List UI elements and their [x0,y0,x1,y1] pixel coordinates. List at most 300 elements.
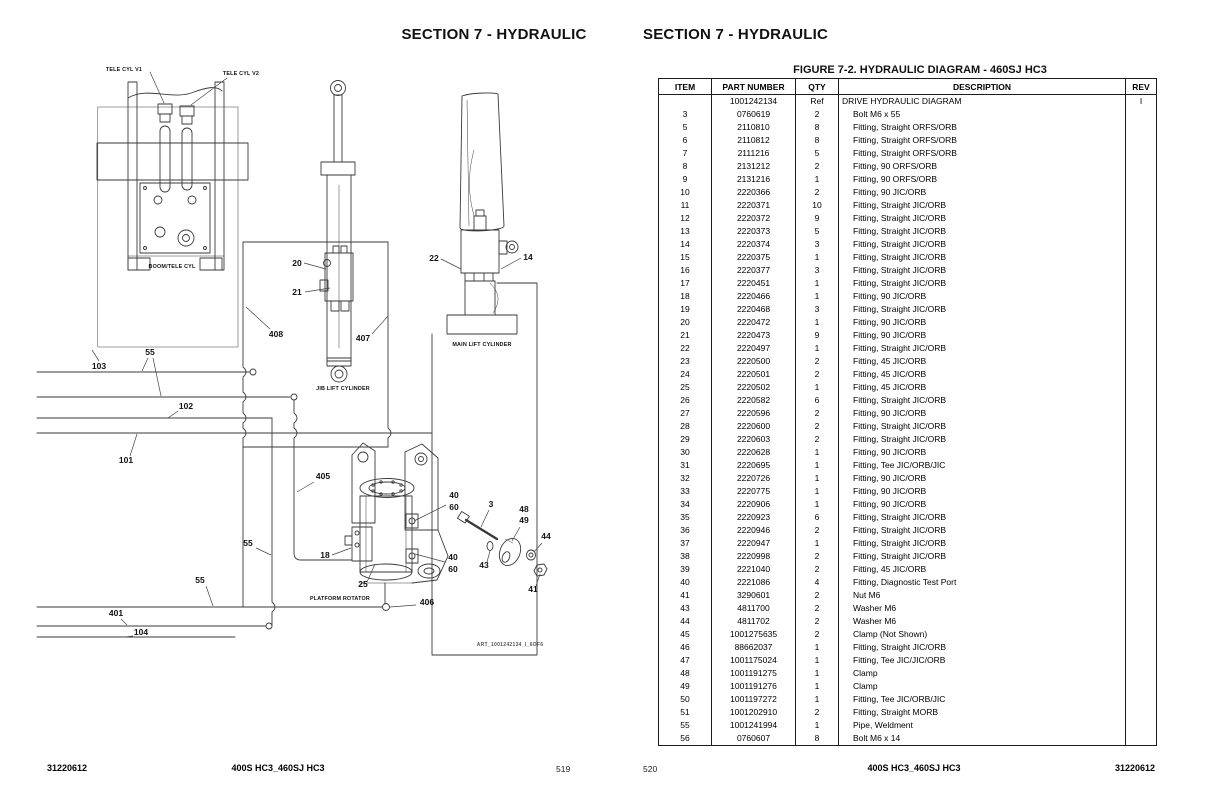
part-number-cell: 1001242134 [712,95,796,109]
rev-cell [1126,368,1157,381]
component-label: TELE CYL V1 [105,67,143,73]
item-cell: 47 [659,654,712,667]
part-number-cell: 2220906 [712,498,796,511]
rev-cell [1126,407,1157,420]
part-number-cell: 2221086 [712,576,796,589]
description-cell: Fitting, Tee JIC/ORB/JIC [839,459,1126,472]
item-cell: 15 [659,251,712,264]
item-cell: 26 [659,394,712,407]
table-row [659,641,1157,654]
qty-cell: 1 [796,316,839,329]
qty-cell: 8 [796,134,839,147]
item-cell: 21 [659,329,712,342]
left-footer-page-number: 519 [556,764,571,774]
qty-cell: 1 [796,251,839,264]
qty-cell: 4 [796,576,839,589]
qty-cell: 2 [796,550,839,563]
left-footer-doc-number: 31220612 [47,763,88,773]
description-cell: Pipe, Weldment [839,719,1126,732]
rev-cell [1126,134,1157,147]
description-cell: Fitting, 90 ORFS/ORB [839,173,1126,186]
table-row [659,459,1157,472]
table-row [659,602,1157,615]
part-number-cell: 2220726 [712,472,796,485]
item-cell: 17 [659,277,712,290]
callout-leader [534,543,542,552]
part-number-cell: 2220502 [712,381,796,394]
item-cell: 36 [659,524,712,537]
part-number-cell: 88662037 [712,641,796,654]
item-cell: 18 [659,290,712,303]
table-row [659,485,1157,498]
item-cell: 41 [659,589,712,602]
part-number-cell: 2110810 [712,121,796,134]
header-row [659,79,1157,95]
callout-number: 55 [195,575,205,585]
qty-cell: 8 [796,732,839,746]
part-number-cell: 2220947 [712,537,796,550]
rev-cell [1126,290,1157,303]
rev-cell [1126,472,1157,485]
item-cell: 14 [659,238,712,251]
rev-cell [1126,329,1157,342]
table-row [659,628,1157,641]
table-row [659,420,1157,433]
rev-cell [1126,680,1157,693]
table-row [659,134,1157,147]
description-cell: Fitting, 45 JIC/ORB [839,368,1126,381]
description-cell: Fitting, Straight JIC/ORB [839,524,1126,537]
table-row [659,511,1157,524]
right-footer-doc-number: 31220612 [1115,763,1156,773]
part-number-cell: 2220695 [712,459,796,472]
table-row [659,186,1157,199]
part-number-cell: 1001197272 [712,693,796,706]
item-cell: 10 [659,186,712,199]
item-cell: 9 [659,173,712,186]
part-number-cell: 2220946 [712,524,796,537]
part-number-cell: 4811700 [712,602,796,615]
column-header-qty: QTY [796,79,839,95]
table-row [659,108,1157,121]
item-cell: 56 [659,732,712,746]
description-cell: DRIVE HYDRAULIC DIAGRAM [839,95,1126,109]
part-number-cell: 2220451 [712,277,796,290]
callout-number: 44 [541,531,551,541]
part-number-cell: 2220998 [712,550,796,563]
description-cell: Fitting, Straight JIC/ORB [839,199,1126,212]
callout-leader [372,316,388,334]
table-row [659,264,1157,277]
callout-number: 407 [355,333,371,343]
item-cell: 20 [659,316,712,329]
table-row [659,303,1157,316]
item-cell: 33 [659,485,712,498]
rev-cell [1126,225,1157,238]
qty-cell: 2 [796,368,839,381]
callout-leader [153,358,161,396]
rev-cell [1126,277,1157,290]
qty-cell: 1 [796,641,839,654]
description-cell: Bolt M6 x 14 [839,732,1126,746]
table-row [659,706,1157,719]
description-cell: Fitting, Straight JIC/ORB [839,238,1126,251]
rev-cell [1126,212,1157,225]
description-cell: Clamp [839,667,1126,680]
table-row [659,277,1157,290]
description-cell: Fitting, Straight ORFS/ORB [839,134,1126,147]
item-cell [659,95,712,109]
left-section-title: SECTION 7 - HYDRAULIC [401,26,587,43]
description-cell: Fitting, 90 JIC/ORB [839,316,1126,329]
part-number-cell: 2220596 [712,407,796,420]
item-cell: 6 [659,134,712,147]
callout-number: 22 [429,253,439,263]
description-cell: Fitting, 45 JIC/ORB [839,355,1126,368]
item-cell: 55 [659,719,712,732]
column-header-description: DESCRIPTION [839,79,1126,95]
item-cell: 30 [659,446,712,459]
rev-cell [1126,719,1157,732]
qty-cell: 3 [796,238,839,251]
description-cell: Clamp (Not Shown) [839,628,1126,641]
item-cell: 23 [659,355,712,368]
table-row [659,95,1157,109]
qty-cell: 1 [796,654,839,667]
figure-title: FIGURE 7-2. HYDRAULIC DIAGRAM - 460SJ HC3 [793,64,1047,76]
qty-cell: 2 [796,108,839,121]
rev-cell [1126,511,1157,524]
column-header-rev: REV [1126,79,1157,95]
description-cell: Fitting, 90 JIC/ORB [839,186,1126,199]
table-row [659,238,1157,251]
qty-cell: 8 [796,121,839,134]
description-cell: Fitting, Straight JIC/ORB [839,212,1126,225]
component-label: PLATFORM ROTATOR [310,596,370,602]
qty-cell: 1 [796,693,839,706]
item-cell: 34 [659,498,712,511]
description-cell: Fitting, Straight JIC/ORB [839,303,1126,316]
rev-cell [1126,238,1157,251]
qty-cell: 6 [796,511,839,524]
qty-cell: 1 [796,342,839,355]
qty-cell: 9 [796,212,839,225]
item-cell: 51 [659,706,712,719]
callout-number: 60 [448,564,458,574]
description-cell: Fitting, 90 JIC/ORB [839,446,1126,459]
table-row [659,667,1157,680]
description-cell: Fitting, Diagnostic Test Port [839,576,1126,589]
part-number-cell: 2220375 [712,251,796,264]
part-number-cell: 2110812 [712,134,796,147]
item-cell: 38 [659,550,712,563]
item-cell: 11 [659,199,712,212]
callout-number: 49 [519,515,529,525]
part-number-cell: 2220468 [712,303,796,316]
table-row [659,160,1157,173]
rev-cell [1126,485,1157,498]
rev-cell [1126,342,1157,355]
qty-cell: 2 [796,628,839,641]
item-cell: 44 [659,615,712,628]
qty-cell: Ref [796,95,839,109]
description-cell: Fitting, 90 JIC/ORB [839,472,1126,485]
item-cell: 3 [659,108,712,121]
item-cell: 16 [659,264,712,277]
rev-cell [1126,420,1157,433]
table-row [659,472,1157,485]
qty-cell: 1 [796,290,839,303]
part-number-cell: 0760607 [712,732,796,746]
callout-leader [92,350,99,361]
part-number-cell: 2220472 [712,316,796,329]
qty-cell: 1 [796,498,839,511]
description-cell: Clamp [839,680,1126,693]
callout-number: 20 [292,258,302,268]
item-cell: 29 [659,433,712,446]
table-row [659,316,1157,329]
callout-number: 102 [178,401,194,411]
rev-cell [1126,563,1157,576]
rev-cell [1126,303,1157,316]
description-cell: Fitting, 90 JIC/ORB [839,407,1126,420]
callout-number: 104 [133,627,149,637]
part-number-cell: 2221040 [712,563,796,576]
hydraulic-diagram [0,0,612,700]
table-row [659,147,1157,160]
item-cell: 22 [659,342,712,355]
callout-leader [390,605,416,607]
part-number-cell: 2220473 [712,329,796,342]
description-cell: Fitting, Straight JIC/ORB [839,342,1126,355]
rev-cell [1126,498,1157,511]
description-cell: Fitting, Straight JIC/ORB [839,537,1126,550]
qty-cell: 1 [796,537,839,550]
description-cell: Fitting, 90 JIC/ORB [839,329,1126,342]
table-row [659,524,1157,537]
qty-cell: 1 [796,680,839,693]
table-row [659,212,1157,225]
rev-cell [1126,251,1157,264]
description-cell: Fitting, Straight JIC/ORB [839,264,1126,277]
rev-cell [1126,628,1157,641]
part-number-cell: 2220600 [712,420,796,433]
description-cell: Fitting, 90 JIC/ORB [839,498,1126,511]
callout-number: 14 [523,252,533,262]
qty-cell: 1 [796,719,839,732]
qty-cell: 2 [796,615,839,628]
qty-cell: 3 [796,264,839,277]
description-cell: Fitting, Straight JIC/ORB [839,433,1126,446]
item-cell: 7 [659,147,712,160]
table-row [659,732,1157,746]
qty-cell: 1 [796,446,839,459]
description-cell: Fitting, Tee JIC/JIC/ORB [839,654,1126,667]
callout-number: 408 [268,329,284,339]
rev-cell [1126,667,1157,680]
part-number-cell: 2220500 [712,355,796,368]
qty-cell: 2 [796,563,839,576]
rev-cell [1126,381,1157,394]
callout-number: 55 [145,347,155,357]
qty-cell: 1 [796,472,839,485]
rev-cell [1126,706,1157,719]
qty-cell: 1 [796,381,839,394]
description-cell: Fitting, Straight JIC/ORB [839,394,1126,407]
right-section-title: SECTION 7 - HYDRAULIC [643,26,829,43]
qty-cell: 6 [796,394,839,407]
item-cell: 50 [659,693,712,706]
callout-leader [121,619,127,625]
part-number-cell: 2111216 [712,147,796,160]
right-page [612,0,1224,792]
qty-cell: 2 [796,420,839,433]
item-cell: 24 [659,368,712,381]
description-cell: Nut M6 [839,589,1126,602]
qty-cell: 9 [796,329,839,342]
part-number-cell: 2220497 [712,342,796,355]
table-row [659,381,1157,394]
rev-cell: I [1126,95,1157,109]
table-row [659,121,1157,134]
description-cell: Fitting, Straight JIC/ORB [839,225,1126,238]
callout-leader [332,548,351,555]
item-cell: 48 [659,667,712,680]
item-cell: 43 [659,602,712,615]
part-number-cell: 2220374 [712,238,796,251]
part-number-cell: 2220923 [712,511,796,524]
description-cell: Fitting, Straight JIC/ORB [839,251,1126,264]
item-cell: 28 [659,420,712,433]
callout-number: 43 [479,560,489,570]
part-number-cell: 2220373 [712,225,796,238]
callout-number: 48 [519,504,529,514]
diagram-annotations [92,67,551,648]
rev-cell [1126,693,1157,706]
part-number-cell: 0760619 [712,108,796,121]
table-row [659,550,1157,563]
callout-leader [415,554,445,562]
qty-cell: 2 [796,706,839,719]
qty-cell: 5 [796,225,839,238]
item-cell: 12 [659,212,712,225]
diagram-line-art [37,72,547,655]
part-number-cell: 1001191275 [712,667,796,680]
item-cell: 35 [659,511,712,524]
part-number-cell: 2131216 [712,173,796,186]
part-number-cell: 2220366 [712,186,796,199]
callout-leader [206,586,213,606]
part-number-cell: 2220501 [712,368,796,381]
rev-cell [1126,147,1157,160]
part-number-cell: 2131212 [712,160,796,173]
description-cell: Fitting, Straight ORFS/ORB [839,147,1126,160]
description-cell: Fitting, 90 ORFS/ORB [839,160,1126,173]
item-cell: 8 [659,160,712,173]
parts-table-body [659,95,1157,746]
rev-cell [1126,199,1157,212]
item-cell: 49 [659,680,712,693]
qty-cell: 1 [796,459,839,472]
part-number-cell: 2220466 [712,290,796,303]
description-cell: Fitting, 90 JIC/ORB [839,290,1126,303]
table-row [659,342,1157,355]
part-number-cell: 1001241994 [712,719,796,732]
callout-number: 18 [320,550,330,560]
rev-cell [1126,602,1157,615]
qty-cell: 1 [796,485,839,498]
qty-cell: 5 [796,147,839,160]
table-row [659,251,1157,264]
table-row [659,537,1157,550]
part-number-cell: 1001202910 [712,706,796,719]
callout-number: 40 [449,490,459,500]
rev-cell [1126,576,1157,589]
callout-leader [297,482,314,492]
table-row [659,225,1157,238]
column-header-item: ITEM [659,79,712,95]
right-footer-page-number: 520 [643,764,658,774]
table-row [659,680,1157,693]
rev-cell [1126,264,1157,277]
part-number-cell: 2220377 [712,264,796,277]
rev-cell [1126,524,1157,537]
callout-leader [414,505,446,521]
rev-cell [1126,316,1157,329]
rev-cell [1126,654,1157,667]
callout-leader [168,411,178,418]
table-row [659,329,1157,342]
description-cell: Fitting, Straight ORFS/ORB [839,121,1126,134]
parts-table [658,78,1157,746]
callout-leader [304,263,326,269]
item-cell: 19 [659,303,712,316]
part-number-cell: 3290601 [712,589,796,602]
left-footer-model: 400S HC3_460SJ HC3 [231,763,325,773]
table-row [659,563,1157,576]
qty-cell: 1 [796,277,839,290]
callout-number: 406 [419,597,435,607]
item-cell: 25 [659,381,712,394]
description-cell: Fitting, Straight JIC/ORB [839,277,1126,290]
description-cell: Fitting, Straight MORB [839,706,1126,719]
qty-cell: 3 [796,303,839,316]
part-number-cell: 2220775 [712,485,796,498]
callout-leader [130,434,137,456]
parts-table-header [659,79,1157,95]
table-row [659,589,1157,602]
qty-cell: 1 [796,173,839,186]
part-number-cell: 4811702 [712,615,796,628]
item-cell: 13 [659,225,712,238]
table-row [659,355,1157,368]
item-cell: 40 [659,576,712,589]
table-row [659,615,1157,628]
table-row [659,173,1157,186]
item-cell: 37 [659,537,712,550]
qty-cell: 2 [796,589,839,602]
callout-number: 41 [528,584,538,594]
description-cell: Washer M6 [839,602,1126,615]
callout-number: 101 [118,455,134,465]
description-cell: Fitting, 45 JIC/ORB [839,381,1126,394]
table-row [659,290,1157,303]
table-row [659,576,1157,589]
part-number-cell: 2220371 [712,199,796,212]
part-number-cell: 2220582 [712,394,796,407]
callout-leader [501,258,521,269]
right-footer-model: 400S HC3_460SJ HC3 [867,763,961,773]
